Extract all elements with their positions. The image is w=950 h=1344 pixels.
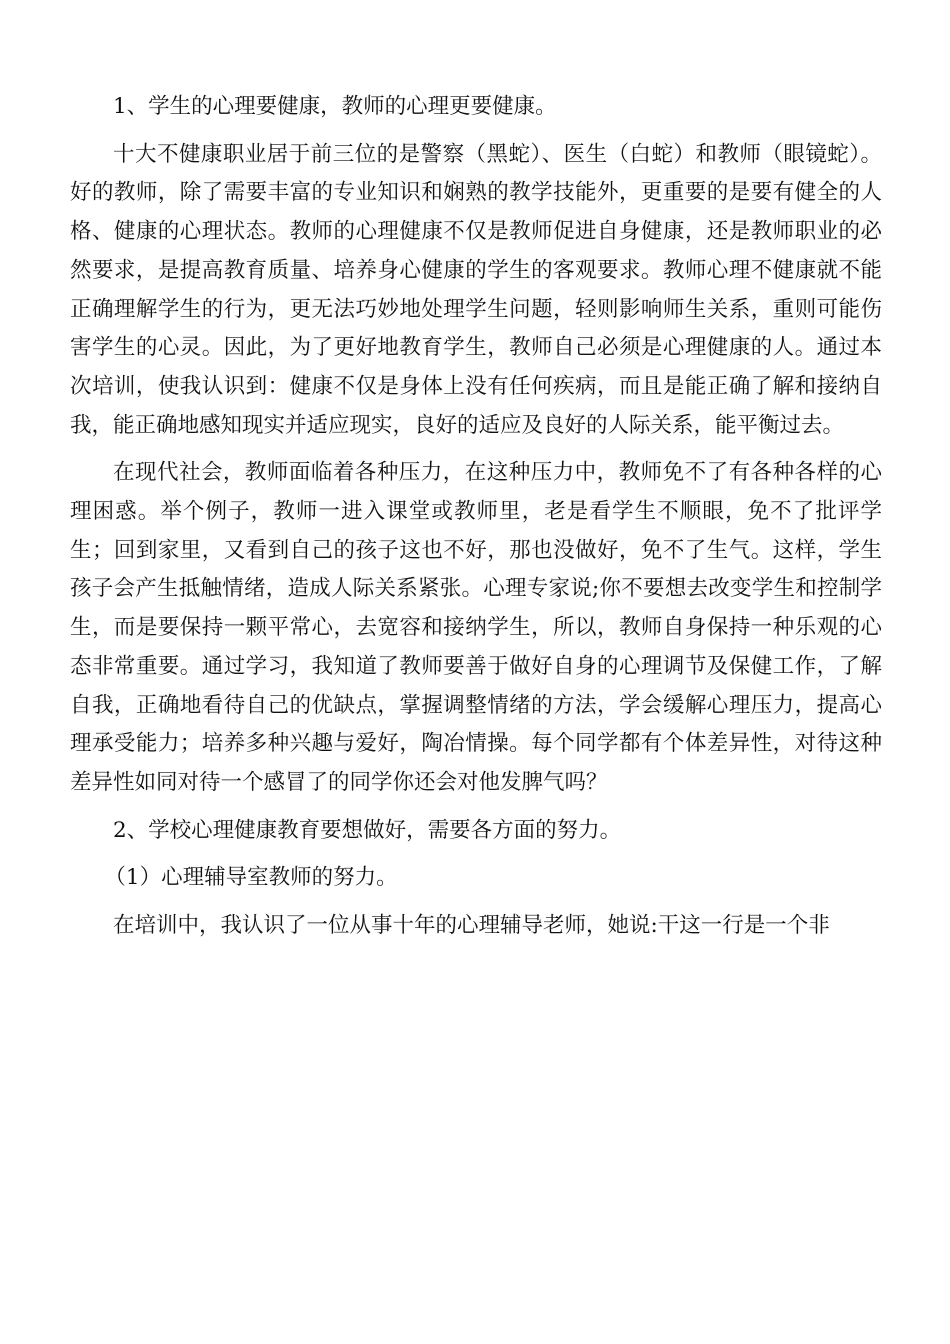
paragraph-heading-1: 1、学生的心理要健康，教师的心理更要健康。 (113, 94, 557, 119)
paragraph-body-3: 在培训中，我认识了一位从事十年的心理辅导老师，她说:干这一行是一个非 (113, 913, 830, 939)
paragraph-subheading-1: （1）心理辅导室教师的努力。 (104, 865, 398, 891)
paragraph-body-1: 十大不健康职业居于前三位的是警察（黑蛇）、医生（白蛇）和教师（眼镜蛇）。好的教师，除了需要丰富的专业知识和娴熟的教学技能外，更重要的是要有健全的人格、健康的心理状态。教师的心理健康不仅是教师促进自身健康，还是教师职业的必然要求，是提高教育质量、培养身心健康的学生的客观要求。教师心理不健康就不能正确理解学生的行为，更无法巧妙地处理学生问题，轻则影响师生关系，重则可能伤害学生的心灵。因此，为了更好地教育学生，教师自己必须是心理健康的人。通过本次培训，使我认识到：健康不仅是身体上没有任何疾病，而且是能正确了解和接纳自我，能正确地感知现实并适应现实，良好的适应及良好的人际关系，能平衡过去。 (70, 141, 882, 438)
document-page (70, 88, 882, 946)
paragraph-heading-2: 2、学校心理健康教育要想做好，需要各方面的努力。 (113, 817, 622, 843)
paragraph-body-2: 在现代社会，教师面临着各种压力，在这种压力中，教师免不了有各种各样的心理困惑。举个例子，教师一进入课堂或教师里，老是看学生不顺眼，免不了批评学生；回到家里，又看到自己的孩子这也不好，那也没做好，免不了生气。这样，学生孩子会产生抵触情绪，造成人际关系紧张。心理专家说;你不要想去改变学生和控制学生，而是要保持一颗平常心，去宽容和接纳学生，所以，教师自身保持一种乐观的心态非常重要。通过学习，我知道了教师要善于做好自身的心理调节及保健工作，了解自我，正确地看待自己的优缺点，掌握调整情绪的方法，学会缓解心理压力，提高心理承受能力；培养多种兴趣与爱好，陶冶情操。每个同学都有个体差异性，对待这种差异性如同对待一个感冒了的同学你还会对他发脾气吗？ (70, 460, 882, 795)
